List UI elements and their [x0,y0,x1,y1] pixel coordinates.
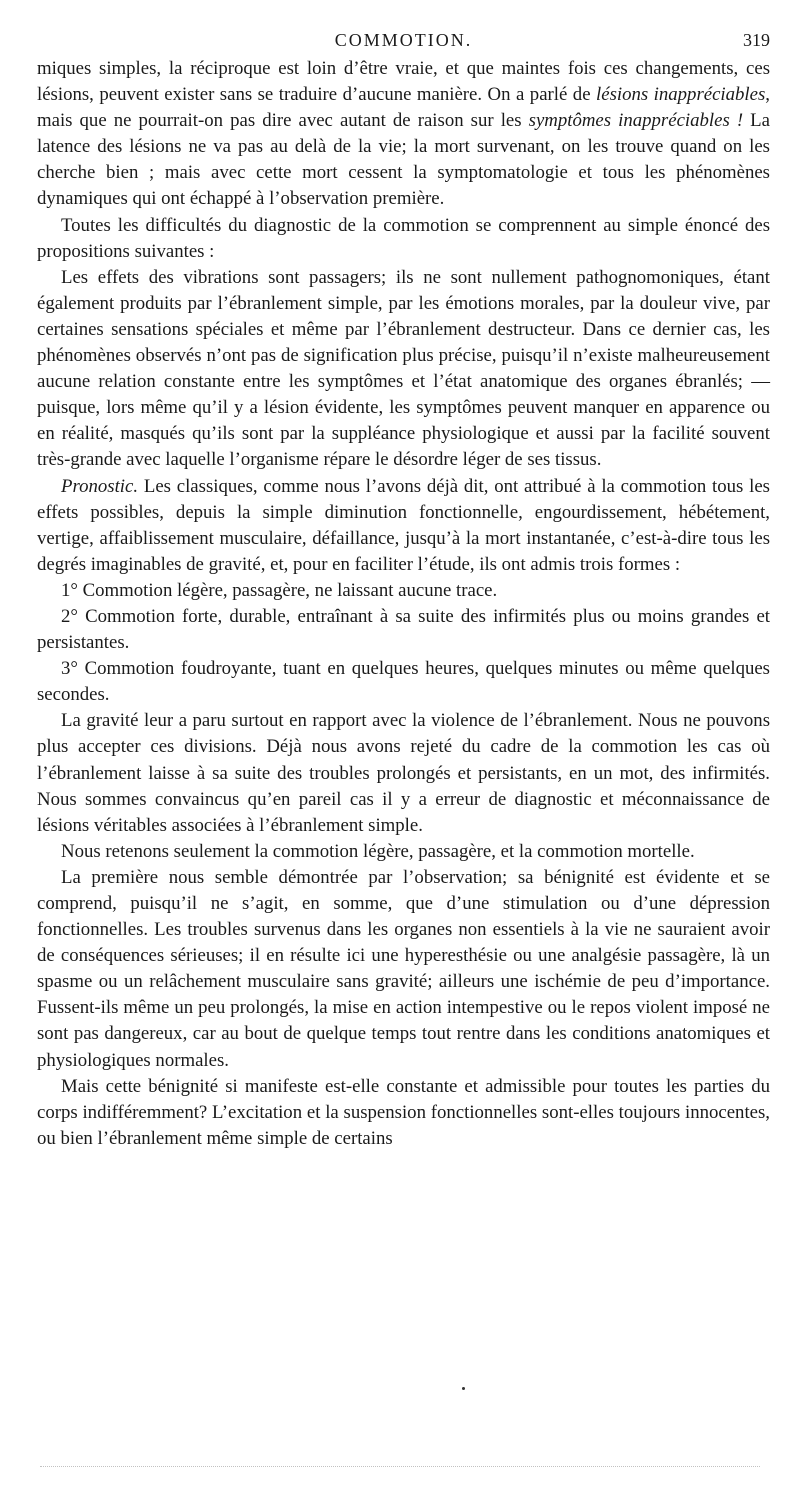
paragraph-text: Les classiques, comme nous l’avons déjà dit, ont attribué à la commotion tous les effets possibles, depuis la simple diminution fonctionnelle, engourdissement, hébétement, vertige, affaiblissement musculaire, défaillance, jusqu’à la mort instantanée, c’est-à-dire tous les degrés imaginables de gravité, et, pour en faciliter l’étude, ils ont admis trois formes : [37,475,770,575]
paragraph [37,56,770,213]
paragraph [37,656,770,708]
paragraph-text: , mais que ne pourrait-on pas dire avec autant de raison sur les [37,84,770,132]
paragraph [37,213,770,265]
paragraph-text: 3° Commotion foudroyante, tuant en quelques heures, quelques minutes ou même quelques secondes. [37,658,770,706]
document-page [37,30,770,1152]
paragraph-text: Toutes les difficultés du diagnostic de la commotion se comprennent au simple énoncé des propositions suivantes : [37,214,770,262]
running-header [37,30,770,56]
paragraph [37,474,770,578]
paragraph [37,604,770,656]
paragraph-text: La première nous semble démontrée par l’observation; sa bénignité est évidente et se comprend, puisqu’il ne s’agit, en somme, que d’une stimulation ou d’une dépression fonctionnelles. Les troubles survenus dans les organes non essentiels à la vie ne sauraient avoir de conséquences sérieuses; il en résulte ici une hyperesthésie ou une analgésie passagère, là un spasme ou un relâchement musculaire sans gravité; ailleurs une ischémie de peu d’importance. Fussent-ils même un peu prolongés, la mise en action intempestive ou le repos violent imposé ne sont pas dangereux, car au bout de quelque temps tout rentre dans les conditions anatomiques et physiologiques normales. [37,866,770,1071]
italic-text: symptômes inappréciables ! [528,110,744,132]
paragraph-text: La latence des lésions ne va pas au delà de la vie; la mort survenant, on les trouve quand on les cherche bien ; mais avec cette mort cessent la symptomatologie et tous les phénomènes dynamiques qui ont échappé à l’observation première. [37,110,770,210]
paragraph [37,1074,770,1152]
italic-text: lésions inappréciables [596,84,766,106]
body-text [37,56,770,1152]
paragraph-text: miques simples, la réciproque est loin d’être vraie, et que maintes fois ces changements, ces lésions, peuvent exister sans se traduire d’aucune manière. On a parlé de [37,58,770,106]
paragraph [37,708,770,838]
paragraph-text: 1° Commotion légère, passagère, ne laissant aucune trace. [61,579,498,601]
paragraph [37,865,770,1074]
paragraph-text: 2° Commotion forte, durable, entraînant à sa suite des infirmités plus ou moins grandes et persistantes. [37,605,770,654]
paragraph [37,265,770,474]
paragraph-text: Nous retenons seulement la commotion légère, passagère, et la commotion mortelle. [61,840,695,862]
page-number: 319 [743,30,770,50]
paragraph [37,839,770,865]
footer-rule [40,1464,760,1467]
paragraph [37,578,770,604]
paragraph-text: La gravité leur a paru surtout en rapport avec la violence de l’ébranlement. Nous ne pouvons plus accepter ces divisions. Déjà nous avons rejeté du cadre de la commotion les cas où l’ébranlement laisse à sa suite des troubles prolongés et persistants, en un mot, des infirmités. Nous sommes convaincus qu’en pareil cas il y a erreur de diagnostic et méconnaissance de lésions véritables associées à l’ébranlement simple. [37,710,770,836]
italic-text: Pronostic. [61,475,139,497]
paragraph-text: Mais cette bénignité si manifeste est-elle constante et admissible pour toutes les parties du corps indifféremment? L’excitation et la suspension fonctionnelles sont-elles toujours innocentes, ou bien l’ébranlement même simple de certains [37,1075,770,1149]
print-speck [462,1387,465,1390]
running-title: COMMOTION. [334,30,473,50]
paragraph-text: Les effets des vibrations sont passagers; ils ne sont nullement pathognomoniques, étant également produits par l’ébranlement simple, par les émotions morales, par la douleur vive, par certaines sensations spéciales et même par l’ébranlement destructeur. Dans ce dernier cas, les phénomènes observés n’ont pas de signification plus précise, puisqu’il n’existe malheureusement aucune relation constante entre les symptômes et l’état anatomique des organes ébranlés; — puisque, lors même qu’il y a lésion évidente, les symptômes peuvent manquer en apparence ou en réalité, masqués qu’ils sont par la suppléance physiologique et aussi par la facilité souvent très-grande avec laquelle l’organisme répare le désordre léger de ses tissus. [37,266,770,471]
